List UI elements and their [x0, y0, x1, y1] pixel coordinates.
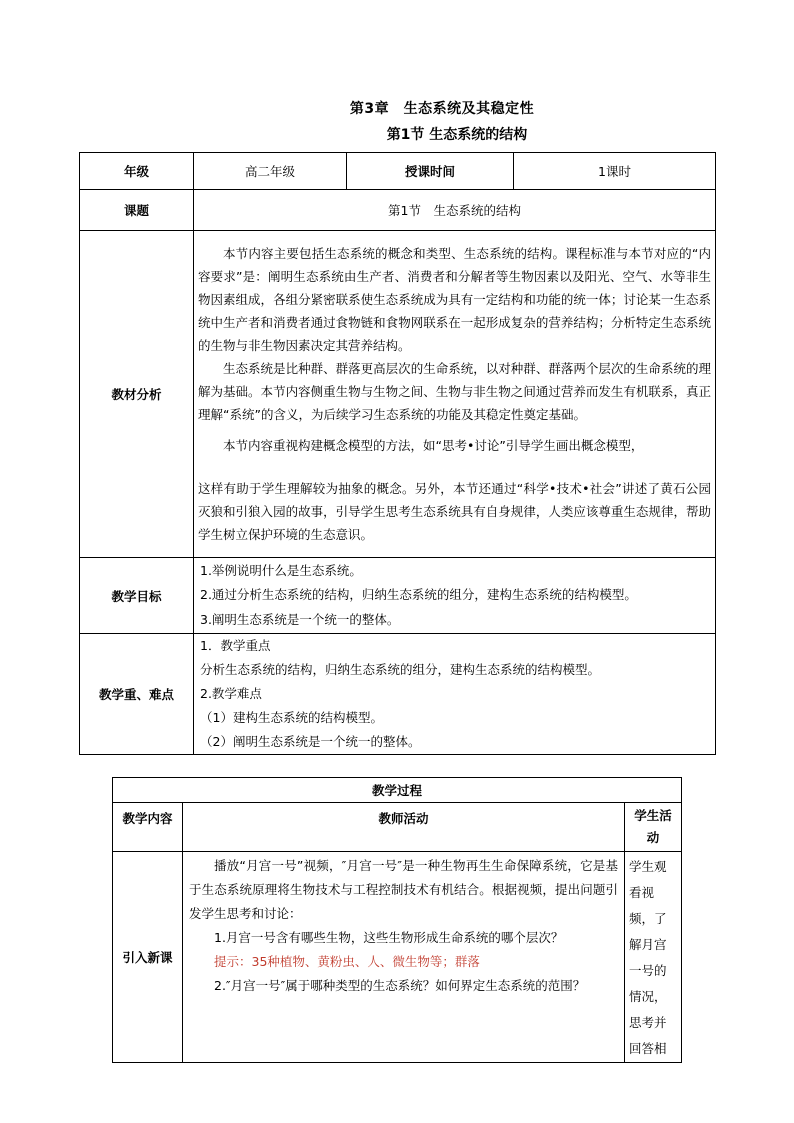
question-2: 2.″月宫一号″属于哪种类型的生态系统？如何界定生态系统的范围？ [214, 978, 586, 993]
keypoint-line: （1）建构生态系统的结构模型。 [200, 710, 383, 725]
analysis-paragraph-4: 这样有助于学生理解较为抽象的概念。另外，本节还通过“科学•技术•社会”讲述了黄石公园灭狼和引狼入园的故事，引导学生思考生态系统具有自身规律，人类应该尊重生态规律，帮助学生树立保护环境的生态意识。 [198, 481, 711, 542]
analysis-paragraph-2: 生态系统是比种群、群落更高层次的生命系统，以对种群、群落两个层次的生命系统的理解为基础。本节内容侧重生物与生物之间、生物与非生物之间通过营养而发生有机联系，真正理解“系统”的含义，为后续学习生态系统的功能及其稳定性奠定基础。 [198, 361, 711, 422]
keypoints-cell [194, 634, 716, 755]
time-value: 1课时 [514, 153, 716, 190]
question-1: 1.月宫一号含有哪些生物，这些生物形成生命系统的哪个层次？ [214, 930, 564, 945]
table-row [113, 778, 682, 803]
table-row [113, 852, 682, 1063]
analysis-paragraph-3: 本节内容重视构建概念模型的方法，如“思考•讨论”引导学生画出概念模型， [223, 438, 644, 453]
keypoint-line: 分析生态系统的结构，归纳生态系统的组分，建构生态系统的结构模型。 [200, 662, 601, 677]
col-header-content: 教学内容 [113, 803, 183, 852]
table-row [80, 190, 716, 231]
analysis-paragraph-1: 本节内容主要包括生态系统的概念和类型、生态系统的结构。课程标准与本节对应的“内容要求”是：阐明生态系统由生产者、消费者和分解者等生物因素以及阳光、空气、水等非生物因素组成，各组分紧密联系使生态系统成为具有一定结构和功能的统一体；讨论某一生态系统中生产者和消费者通过食物链和食物网联系在一起形成复杂的营养结构；分析特定生态系统的生物与非生物因素决定其营养结构。 [198, 246, 711, 353]
goal-item: 2.通过分析生态系统的结构，归纳生态系统的组分，建构生态系统的结构模型。 [200, 587, 637, 603]
student-activity-cell [625, 852, 682, 1063]
teaching-process-table [112, 777, 682, 1063]
table-row [113, 803, 682, 852]
time-label: 授课时间 [347, 153, 514, 190]
teacher-activity-cell [183, 852, 625, 1063]
lesson-info-table [79, 152, 716, 755]
col-header-teacher: 教师活动 [183, 803, 625, 852]
keypoint-line: 1．教学重点 [200, 638, 271, 653]
teacher-paragraph: 播放“月宫一号”视频，″月宫一号″是一种生物再生生命保障系统，它是基于生态系统原理将生物技术与工程控制技术有机结合。根据视频，提出问题引发学生思考和讨论： [189, 858, 618, 921]
table-row [80, 231, 716, 558]
table-row [80, 634, 716, 755]
goals-cell [194, 558, 716, 634]
goals-label: 教学目标 [80, 558, 194, 634]
table-row [80, 153, 716, 190]
analysis-label: 教材分析 [80, 231, 194, 558]
row-label-intro: 引入新课 [113, 852, 183, 1063]
keypoints-label: 教学重、难点 [80, 634, 194, 755]
keypoint-line: （2）阐明生态系统是一个统一的整体。 [200, 734, 421, 749]
grade-label: 年级 [80, 153, 194, 190]
student-activity-text: 学生观看视频，了解月宫一号的情况，思考并回答相 [629, 859, 667, 1056]
col-header-student: 学生活动 [625, 803, 682, 852]
process-title: 教学过程 [113, 778, 682, 803]
hint-1: 提示：35种植物、黄粉虫、人、微生物等；群落 [214, 954, 480, 969]
topic-value: 第1节 生态系统的结构 [194, 190, 716, 231]
analysis-cell [194, 231, 716, 558]
goal-item: 1.举例说明什么是生态系统。 [200, 562, 362, 578]
grade-value: 高二年级 [194, 153, 347, 190]
section-title: 第1节 生态系统的结构 [386, 127, 528, 143]
topic-label: 课题 [80, 190, 194, 231]
table-row [80, 558, 716, 634]
goal-item: 3.阐明生态系统是一个统一的整体。 [200, 611, 400, 627]
chapter-title: 第3章 生态系统及其稳定性 [349, 101, 535, 117]
keypoint-line: 2.教学难点 [200, 686, 262, 701]
